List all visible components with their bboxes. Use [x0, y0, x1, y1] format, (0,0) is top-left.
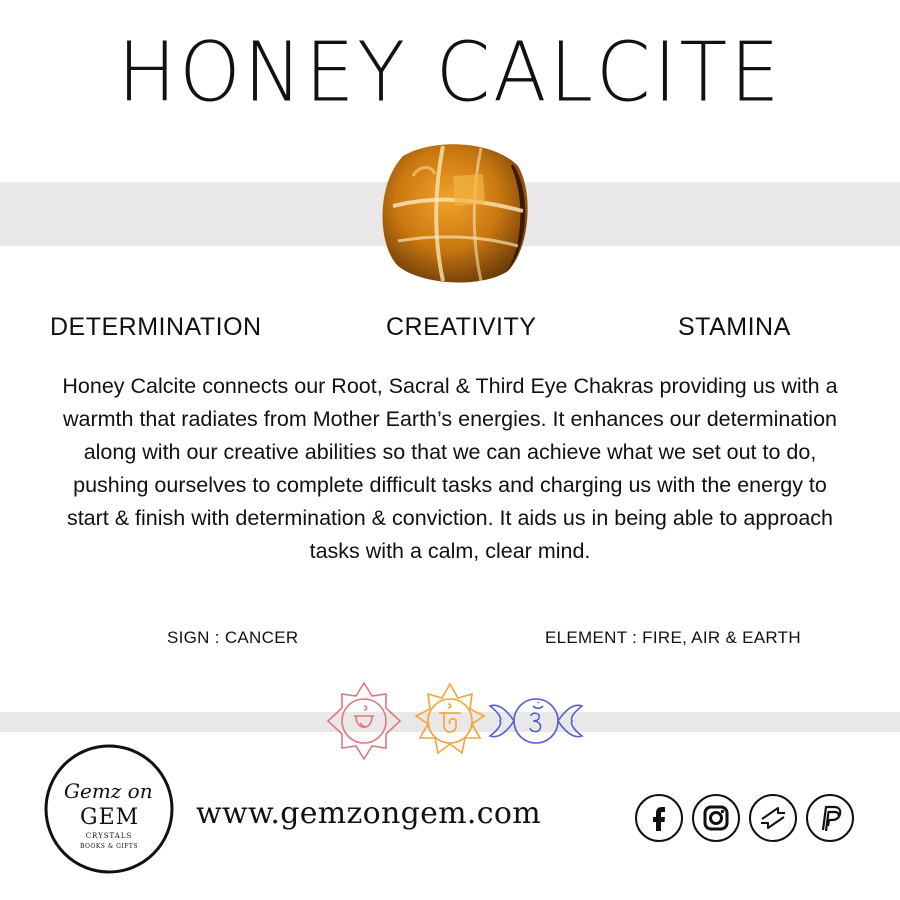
chakra-symbols — [320, 676, 584, 766]
keyword-creativity: CREATIVITY — [386, 313, 537, 341]
zodiac-sign: SIGN : CANCER — [167, 628, 299, 647]
honey-calcite-stone-image — [373, 136, 533, 286]
page-title: HONEY CALCITE — [117, 25, 783, 121]
svg-text:BOOKS & GIFTS: BOOKS & GIFTS — [79, 843, 139, 850]
svg-text:GEM: GEM — [80, 805, 140, 830]
instagram-icon[interactable] — [691, 793, 741, 843]
facebook-icon[interactable] — [634, 793, 684, 843]
keyword-stamina: STAMINA — [678, 313, 791, 341]
element-label: ELEMENT : FIRE, AIR & EARTH — [545, 628, 801, 647]
keyword-determination: DETERMINATION — [50, 313, 262, 341]
third-eye-chakra-icon — [490, 699, 582, 743]
brand-logo — [42, 742, 176, 876]
share-icon[interactable] — [748, 793, 798, 843]
root-chakra-icon — [328, 683, 400, 759]
paypal-icon[interactable] — [805, 793, 855, 843]
svg-text:CRYSTALS: CRYSTALS — [85, 832, 133, 840]
svg-text:Gemz on: Gemz on — [64, 779, 153, 803]
website-link[interactable]: www.gemzongem.com — [196, 796, 541, 831]
description-text: Honey Calcite connects our Root, Sacral & Third Eye Chakras providing us with a warmth that radiates from Mother Earth’s energies. It enhances our determination along with our creative abilities so that we can achieve what we set out to do, pushing ourselves to complete difficult tasks and charging us with the energy to start & finish with determination & conviction. It aids us in being able to approach tasks with a calm, clear mind. — [62, 374, 838, 563]
sacral-chakra-icon — [416, 684, 484, 753]
